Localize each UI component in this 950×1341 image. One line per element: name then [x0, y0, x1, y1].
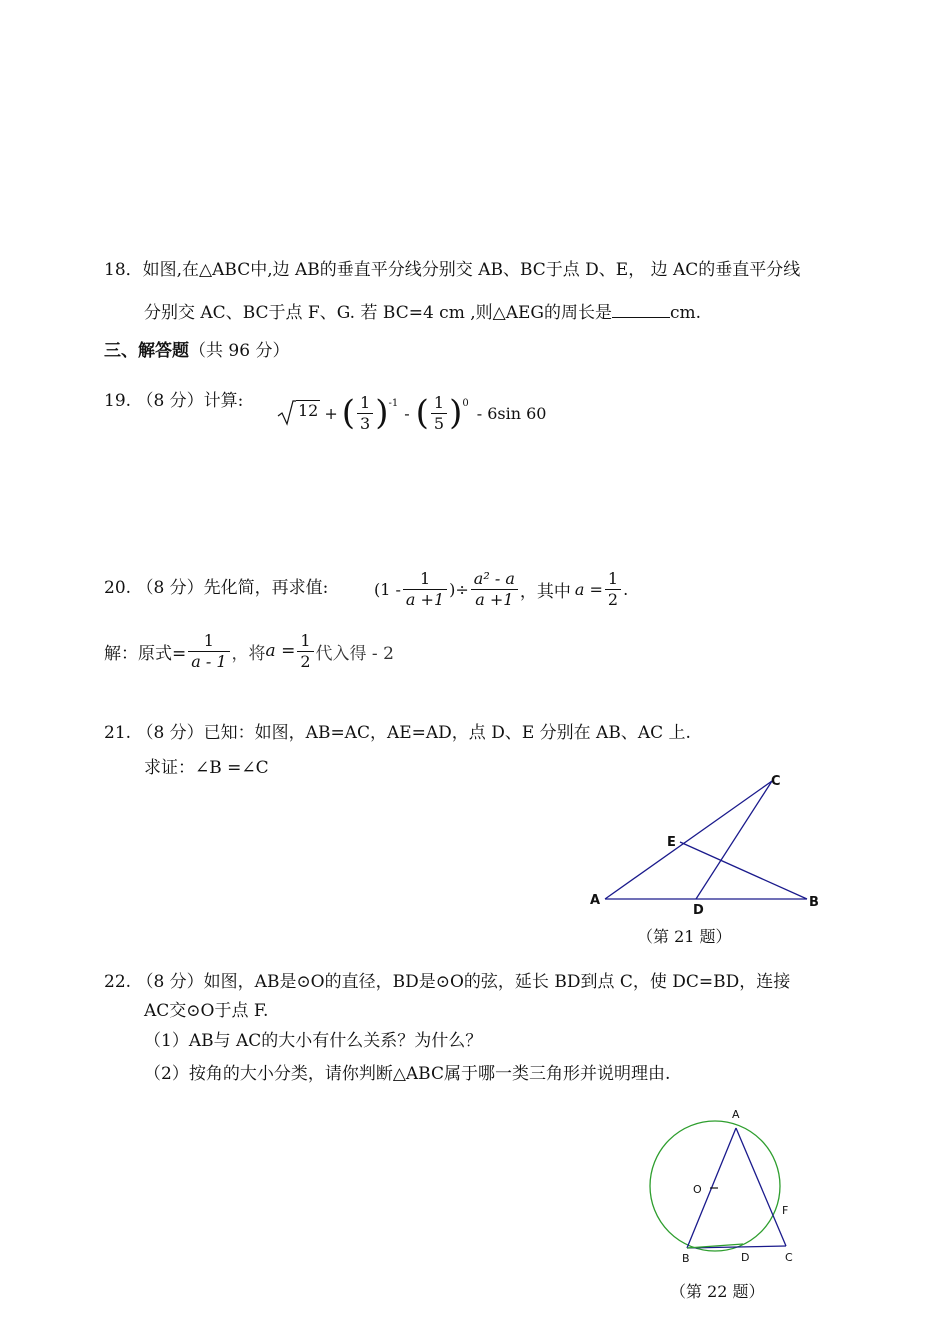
q19-exponent-1: -1 [388, 397, 399, 409]
q21-segment-eb [680, 842, 807, 899]
q19-paren-close-2: ) [449, 393, 463, 433]
q19-sqrt-radicand: 12 [298, 401, 319, 420]
q21-number: 21. [104, 723, 132, 743]
q20-a-fraction [605, 569, 621, 610]
sol20-a-fraction [297, 631, 313, 672]
q22-sub1-text: （1）AB与 AC的大小有什么关系？为什么？ [144, 1031, 483, 1051]
q20-number: 20. [104, 578, 132, 598]
q20-a-num: 1 [607, 568, 619, 588]
sol20-line [104, 628, 394, 674]
q18-line2 [144, 301, 701, 324]
q21-label-d: D [693, 903, 704, 918]
q21-segment-ac [605, 781, 772, 899]
q22-label-a: A [732, 1108, 740, 1121]
section-note: （共 96 分） [189, 341, 290, 361]
q22-label-b: B [682, 1252, 690, 1265]
section-heading [104, 340, 289, 362]
q21-label-e: E [667, 835, 676, 850]
q18-text-line1: 如图,在△ABC中,边 AB的垂直平分线分别交 AB、BC于点 D、E， 边 AC的垂直平分线 [142, 260, 801, 280]
sol20-fraction-den: a - 1 [188, 651, 229, 672]
q21-line2 [144, 757, 269, 779]
q19-minus: - [404, 403, 410, 423]
sol20-prefix: 解：原式= [104, 643, 187, 664]
q19-line [104, 390, 243, 412]
q21-text-line2: 求证：∠B =∠C [144, 758, 269, 778]
q22-label-c: C [785, 1251, 793, 1264]
q22-text-line2: AC交⊙O于点 F. [144, 1001, 269, 1021]
q19-fraction-1 [357, 393, 373, 434]
q19-plus: + [324, 403, 338, 423]
sol20-a-den: 2 [297, 651, 313, 672]
q20-condition: ，其中 [519, 581, 571, 602]
q18-answer-blank [612, 301, 670, 318]
q20-fraction-1 [403, 569, 447, 610]
q20-close-div: )÷ [449, 579, 469, 599]
q19-fraction-2-num: 1 [433, 392, 445, 412]
q19-fraction-2 [431, 393, 447, 434]
q22-caption: （第 22 题） [670, 1282, 765, 1301]
q21-caption: （第 21 题） [637, 927, 732, 946]
q22-label-f: F [782, 1204, 789, 1217]
q18-line1 [104, 259, 800, 281]
q20-label: （8 分）先化简，再求值: [136, 578, 329, 598]
q21-line1 [104, 722, 691, 744]
sol20-tail: 代入得 - 2 [315, 643, 394, 664]
q22-figure [640, 1100, 810, 1270]
q22-segment-ac [736, 1128, 789, 1246]
q20-fraction-2-den: a +1 [471, 589, 518, 610]
q20-a-den: 2 [605, 589, 621, 610]
q22-label-o: O [693, 1183, 702, 1196]
q22-sub1 [144, 1030, 482, 1052]
q19-fraction-1-den: 3 [357, 413, 373, 434]
q19-label: （8 分）计算: [136, 391, 244, 411]
sol20-fraction [188, 631, 229, 672]
q19-number: 19. [104, 391, 132, 411]
sol20-mid: ，将 [231, 643, 266, 664]
q22-line2 [144, 1000, 268, 1022]
q19-expression [276, 386, 546, 440]
q22-sub2-text: （2）按角的大小分类，请你判断△ABC属于哪一类三角形并说明理由. [144, 1064, 671, 1084]
q19-tail: - 6sin 60 [476, 403, 547, 423]
q18-text-line2b: cm. [669, 303, 702, 323]
q20-fraction-2 [471, 569, 518, 610]
q21-label-a: A [590, 893, 601, 908]
q20-fraction-2-num: a² - a [473, 568, 515, 588]
q21-label-b: B [809, 895, 819, 910]
q19-paren-open-1: ( [341, 393, 356, 433]
q20-line [104, 577, 328, 599]
q22-number: 22. [104, 972, 132, 992]
q19-fraction-2-den: 5 [431, 413, 447, 434]
q21-text-line1: （8 分）已知：如图，AB=AC，AE=AD，点 D、E 分别在 AB、AC 上. [136, 723, 691, 743]
q20-fraction-1-num: 1 [419, 568, 431, 588]
section-title: 三、解答题 [104, 341, 189, 361]
q20-a-eq: a = [574, 579, 603, 599]
q21-segment-dc [696, 781, 772, 899]
q20-period: . [623, 579, 629, 599]
q21-figure [580, 765, 830, 920]
q18-text-line2a: 分别交 AC、BC于点 F、G. 若 BC=4 cm ,则△AEG的周长是 [144, 303, 612, 323]
q21-label-c: C [771, 774, 781, 789]
q19-paren-open-2: ( [415, 393, 429, 433]
sol20-a-num: 1 [300, 630, 311, 650]
sol20-a-eq: a = [265, 641, 296, 661]
q19-exponent-2: 0 [462, 397, 469, 409]
sqrt-sign-icon [276, 399, 296, 427]
q18-number: 18． [104, 260, 143, 280]
q20-expression [374, 566, 628, 612]
q22-text-line1: （8 分）如图，AB是⊙O的直径，BD是⊙O的弦，延长 BD到点 C，使 DC=BD，连接 [136, 972, 791, 992]
q20-fraction-1-den: a +1 [403, 589, 447, 610]
q22-label-d: D [741, 1251, 750, 1264]
q19-paren-close-1: ) [375, 393, 389, 433]
q20-open: (1 - [374, 579, 401, 599]
q22-sub2 [144, 1063, 670, 1085]
q22-line1 [104, 971, 790, 993]
q19-fraction-1-num: 1 [360, 392, 371, 412]
sol20-fraction-num: 1 [203, 630, 214, 650]
